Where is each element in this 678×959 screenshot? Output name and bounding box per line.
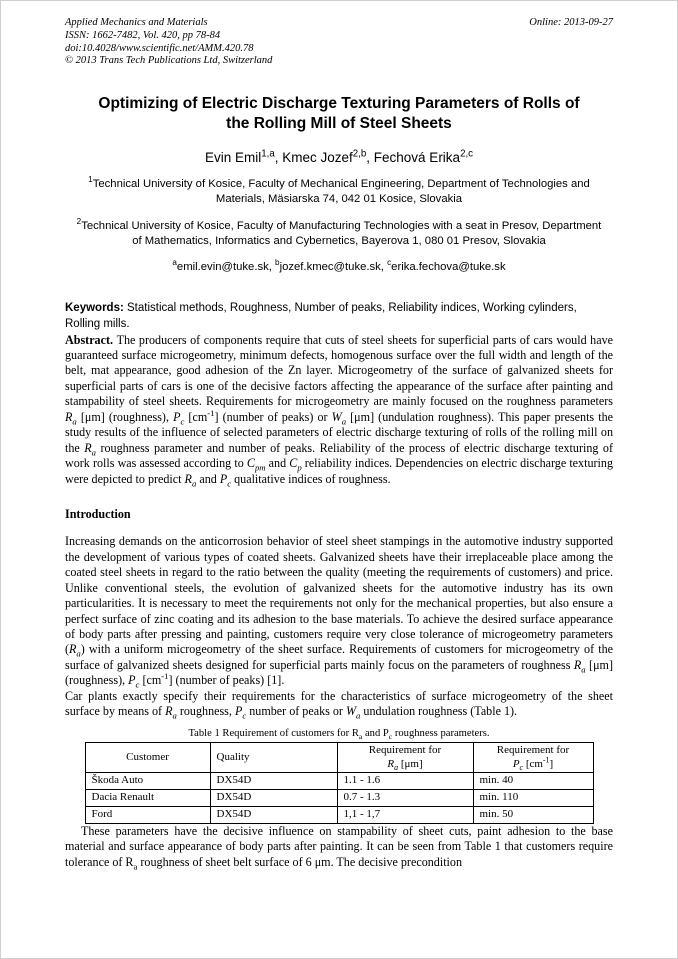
table-row: [85, 790, 593, 807]
cell-quality: DX54D: [210, 773, 337, 790]
cell-ra: 1,1 - 1,7: [337, 806, 473, 823]
closing-text: These parameters have the decisive influence on stampability of sheet cuts, paint adhesion to the base material and surface appearance of body parts after painting. It can be seen from Table 1 that customers require tolerance of $R_a$ roughness of sheet belt surface of 6 μm. The decisive precondition: [65, 823, 613, 871]
copyright-line: © 2013 Trans Tech Publications Ltd, Switzerland: [65, 55, 273, 67]
author-emails: $^a$emil.evin@tuke.sk, $^b$jozef.kmec@tuke.sk, $^c$erika.fechova@tuke.sk: [172, 258, 506, 274]
cell-pc: min. 110: [473, 790, 593, 807]
intro-paragraph-1: Increasing demands on the anticorrosion behavior of steel sheet stampings in the automotive industry supported the development of various types of coated sheets. Galvanized sheets have their irreplaceable place among the coated steel sheets in regard to the ratio between the quality (meeting the requirements of customers) and price. Unlike conventional steels, the evolution of galvanized sheets for the automotive industry has its own particularities. It is necessary to meet the requirements not only for the mechanical properties, but also ensure a perfect surface of zinc coating and its adhesion to the base materials. To achieve the desired surface appearance of body parts after pressing and painting, customers require very close tolerance of microgeometry parameters $(R_a)$ with a uniform microgeometry of the sheet surface. Requirements of customers for microgeometry of the surface of galvanized sheets designed for superficial parts mainly focus on the parameters of roughness $R_a$ [μm] (roughness), $P_c$ $[cm^{-1}]$ (number of peaks) [1].: [65, 534, 613, 690]
col-header-customer: Customer: [85, 742, 210, 773]
cell-quality: DX54D: [210, 806, 337, 823]
journal-name: Applied Mechanics and Materials: [65, 17, 208, 28]
keywords-label: Keywords:: [65, 302, 124, 315]
affiliation-1: $^1$Technical University of Kosice, Faculty of Mechanical Engineering, Department of Technologies and Materials, Mäsiarska 74, 042 01 Kosice, Slovakia: [88, 175, 590, 205]
col-header-pc: Requirement for $P_c$ $[cm^{-1}]$: [473, 742, 593, 773]
issn-line: ISSN: 1662-7482, Vol. 420, pp 78-84: [65, 29, 221, 41]
cell-customer: Škoda Auto: [85, 773, 210, 790]
intro-paragraph-2: Car plants exactly specify their requirements for the characteristics of surface microgeometry of the sheet surface by means of $R_a$ roughness, $P_c$ number of peaks or $W_a$ undulation roughness (Table 1).: [65, 688, 613, 721]
cell-ra: 0.7 - 1.3: [337, 790, 473, 807]
cell-customer: Dacia Renault: [85, 790, 210, 807]
cell-pc: min. 50: [473, 806, 593, 823]
keywords-text: Statistical methods, Roughness, Number of peaks, Reliability indices, Working cylinders, Rolling mills.: [65, 302, 577, 330]
table-caption: Table 1 Requirement of customers for $R_a$ and $P_c$ roughness parameters.: [188, 727, 490, 741]
cell-pc: min. 40: [473, 773, 593, 790]
paper-title: Optimizing of Electric Discharge Texturing Parameters of Rolls of the Rolling Mill of Steel Sheets: [98, 95, 580, 133]
cell-quality: DX54D: [210, 790, 337, 807]
online-date: Online: 2013-09-27: [529, 17, 613, 28]
table-row: [85, 806, 593, 823]
col-header-quality: Quality: [210, 742, 337, 773]
affiliation-2: $^2$Technical University of Kosice, Faculty of Manufacturing Technologies with a seat in Presov, Department of Mathematics, Informatics and Cybernetics, Bayerova 1, 080 01 Presov, Slovakia: [76, 216, 602, 247]
requirements-table: [85, 742, 594, 824]
authors-line: Evin Emil$^{1,a}$, Kmec Jozef$^{2,b}$, Fechová Erika$^{2,c}$: [204, 148, 474, 165]
closing-paragraph: [65, 824, 613, 870]
col-header-ra: Requirement for $R_a$ [μm]: [337, 742, 473, 773]
keywords-line: [65, 301, 613, 332]
abstract-paragraph: Abstract. The producers of components require that cuts of steel sheets for superficial parts of cars would have guaranteed surface microgeometry, minimum defects, homogenous surface over the full width and length of the belt, mat appearance, good adhesion of the Zn layer. Microgeometry of the surface of galvanized sheets for superficial parts of cars is one of the decisive factors affecting the appearance of the surface after painting and stampability of steel sheets. Requirements for microgeometry are mainly focused on the roughness parameters $R_a$ [μm] (roughness), $P_c$ $[cm^{-1}]$ (number of peaks) or $W_a$ [μm] (undulation roughness). This paper presents the study results of the influence of selected parameters of electric discharge texturing of rolls of the rolling mill on the $R_a$ roughness parameter and number of peaks. Reliability of the process of electric discharge texturing of work rolls was assessed according to $C_{pm}$ and $C_p$ reliability indices. Dependencies on electric discharge texturing were depicted to predict $R_a$ and $P_c$ qualitative indices of roughness.: [65, 332, 613, 489]
doi-line: doi:10.4028/www.scientific.net/AMM.420.78: [65, 42, 254, 54]
introduction-heading: Introduction: [65, 507, 131, 522]
table-row: [85, 773, 593, 790]
cell-ra: 1.1 - 1.6: [337, 773, 473, 790]
cell-customer: Ford: [85, 806, 210, 823]
table-header-row: [85, 742, 593, 773]
journal-header: [65, 17, 613, 68]
